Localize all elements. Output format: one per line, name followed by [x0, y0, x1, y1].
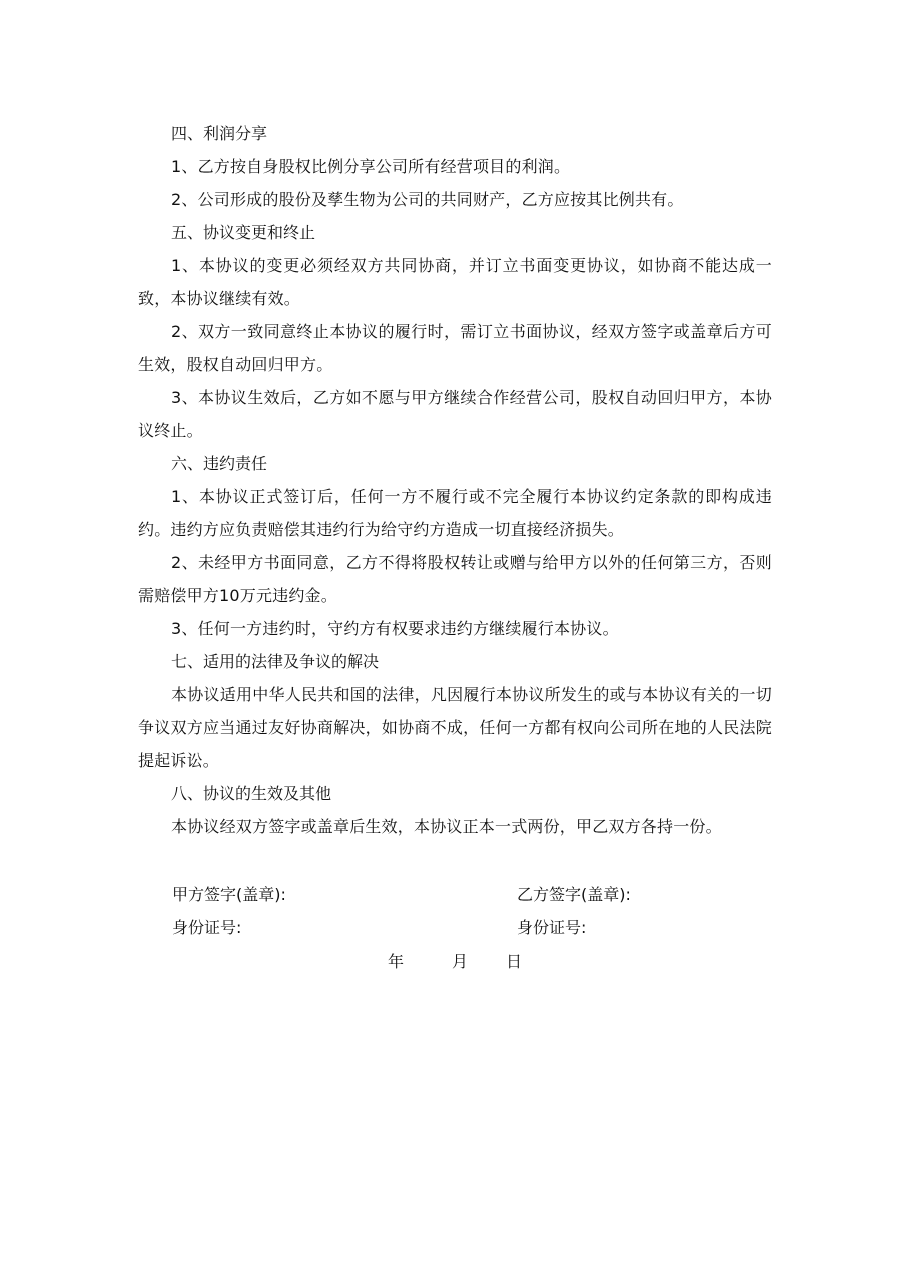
party-a-id-label: 身份证号: [172, 918, 242, 937]
paragraph: 1、乙方按自身股权比例分享公司所有经营项目的利润。 [171, 157, 571, 176]
date-month: 月 [452, 952, 469, 971]
paragraph: 1、本协议的变更必须经双方共同协商，并订立书面变更协议，如协商不能达成一致，本协议继续有效。 [138, 256, 772, 308]
section-heading: 四、利润分享 [171, 124, 268, 143]
paragraph: 1、本协议正式签订后，任何一方不履行或不完全履行本协议约定条款的即构成违约。违约方应负责赔偿其违约行为给守约方造成一切直接经济损失。 [138, 487, 772, 539]
paragraph: 2、双方一致同意终止本协议的履行时，需订立书面协议，经双方签字或盖章后方可生效，股权自动回归甲方。 [138, 322, 772, 374]
section-heading: 八、协议的生效及其他 [171, 784, 332, 803]
section-heading: 七、适用的法律及争议的解决 [171, 652, 380, 671]
paragraph: 3、本协议生效后，乙方如不愿与甲方继续合作经营公司，股权自动回归甲方，本协议终止。 [138, 388, 772, 440]
paragraph: 2、公司形成的股份及孳生物为公司的共同财产，乙方应按其比例共有。 [171, 190, 684, 209]
date-day: 日 [506, 952, 523, 971]
section-heading: 五、协议变更和终止 [171, 223, 316, 242]
party-b-signature-label: 乙方签字(盖章): [517, 885, 631, 904]
section-heading: 六、违约责任 [171, 454, 268, 473]
document-body [138, 117, 772, 843]
party-a-signature-label: 甲方签字(盖章): [172, 885, 286, 904]
paragraph: 本协议适用中华人民共和国的法律，凡因履行本协议所发生的或与本协议有关的一切争议双方应当通过友好协商解决，如协商不成，任何一方都有权向公司所在地的人民法院提起诉讼。 [138, 685, 772, 770]
paragraph: 本协议经双方签字或盖章后生效，本协议正本一式两份，甲乙双方各持一份。 [171, 817, 722, 836]
paragraph: 2、未经甲方书面同意，乙方不得将股权转让或赠与给甲方以外的任何第三方，否则需赔偿甲方10万元违约金。 [138, 553, 772, 605]
party-b-id-label: 身份证号: [517, 918, 587, 937]
paragraph: 3、任何一方违约时，守约方有权要求违约方继续履行本协议。 [171, 619, 619, 638]
date-year: 年 [388, 952, 405, 971]
